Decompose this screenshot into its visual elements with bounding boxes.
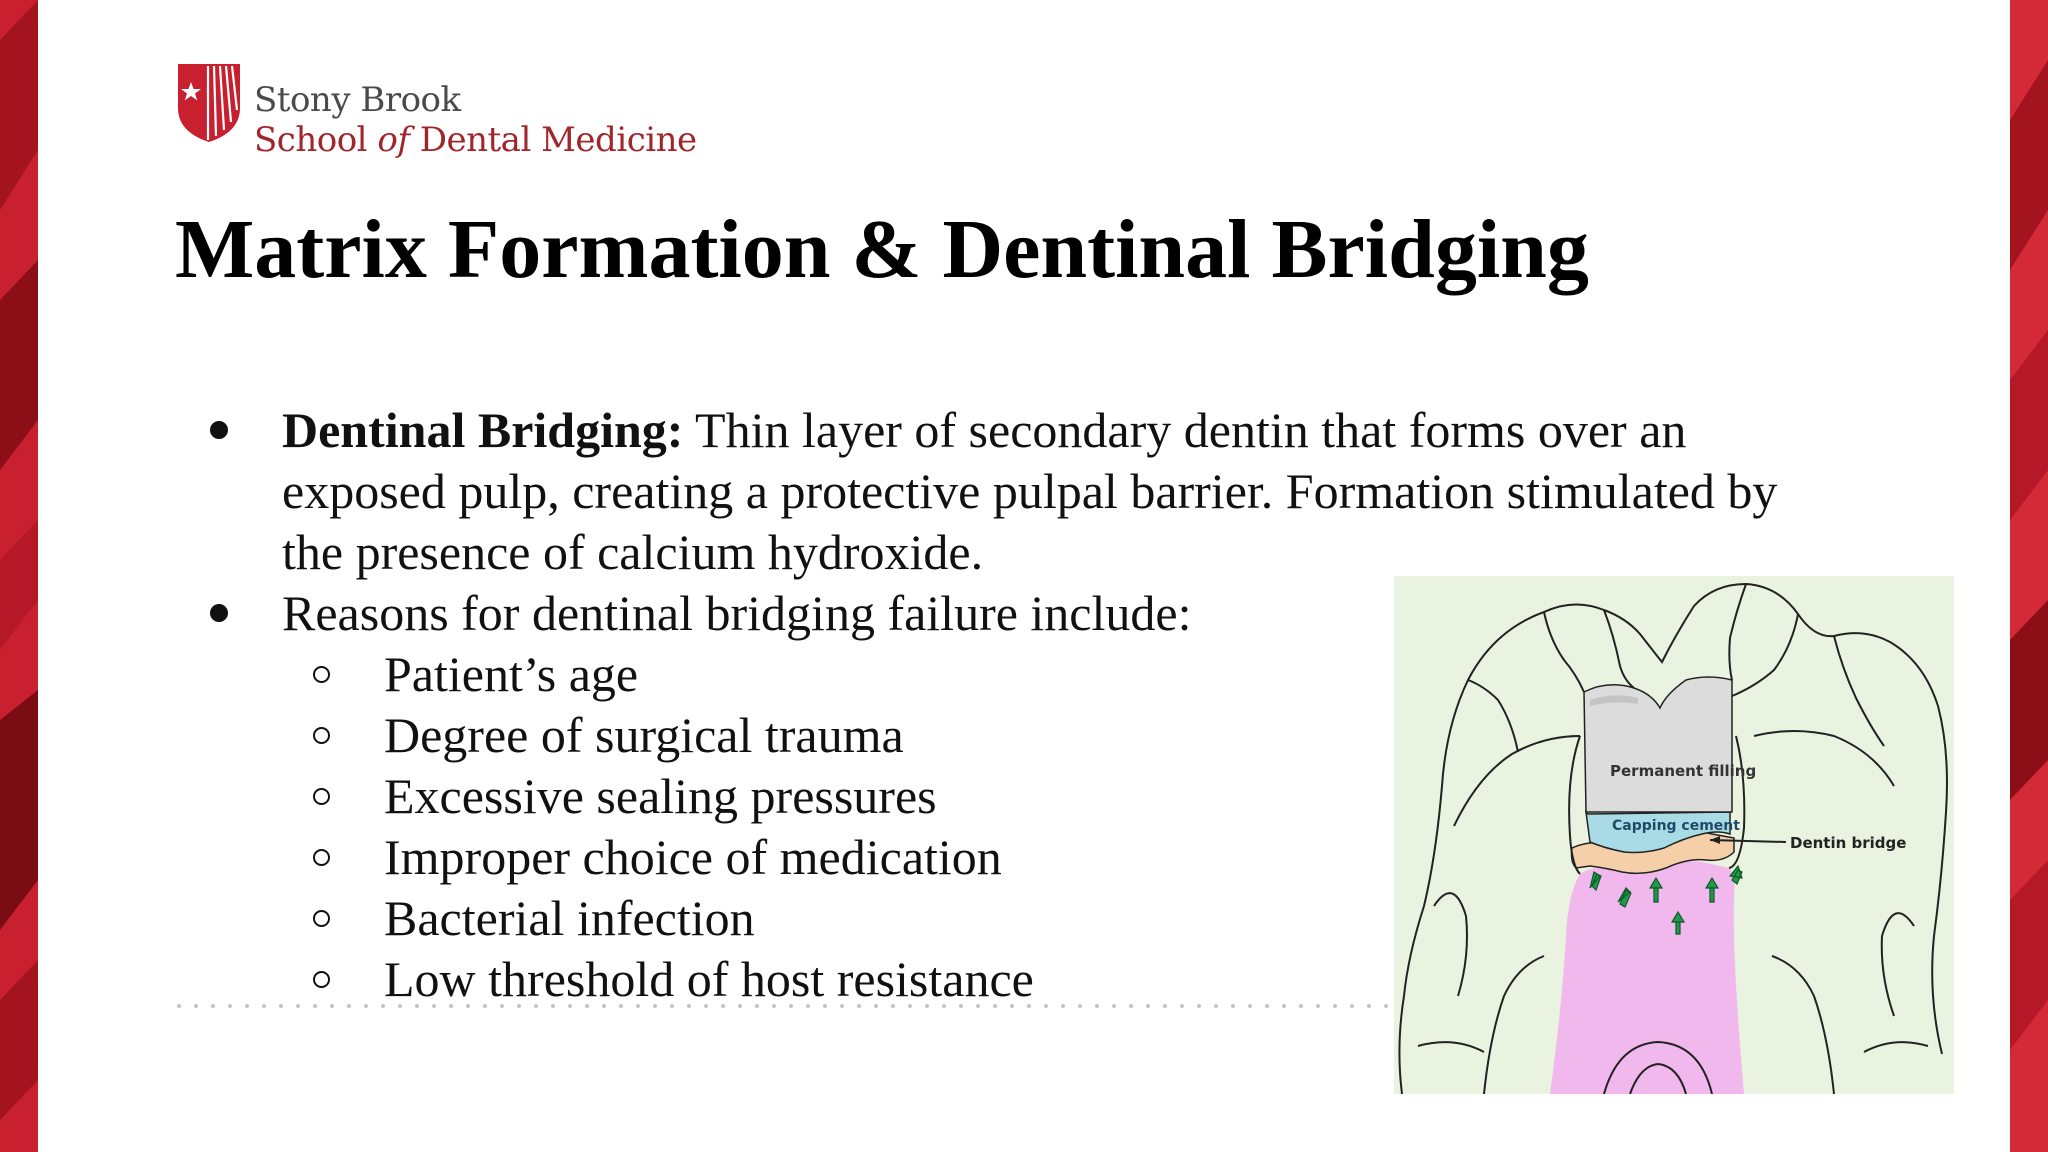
logo-line-school: School of Dental Medicine	[254, 120, 697, 160]
label-dentin-bridge: Dentin bridge	[1790, 834, 1907, 852]
list-item: Degree of surgical trauma	[384, 707, 904, 763]
tooth-diagram	[1394, 576, 1954, 1094]
logo-line-university: Stony Brook	[254, 80, 461, 120]
sub-bullet-marker	[313, 666, 330, 683]
bullet-failure-reasons: Reasons for dentinal bridging failure include:	[282, 585, 1192, 641]
term-label: Dentinal Bridging:	[282, 402, 684, 458]
list-item: Excessive sealing pressures	[384, 768, 937, 824]
sub-bullet-marker	[313, 849, 330, 866]
list-item: Low threshold of host resistance	[384, 951, 1034, 1007]
label-permanent-filling: Permanent filling	[1610, 762, 1757, 780]
dotted-separator	[176, 1003, 1391, 1009]
sub-bullet-marker	[313, 788, 330, 805]
label-capping-cement: Capping cement	[1612, 818, 1740, 834]
sub-bullet-marker	[313, 910, 330, 927]
sub-bullet-marker	[313, 971, 330, 988]
bullet-marker	[210, 421, 228, 439]
list-item: Improper choice of medication	[384, 829, 1002, 885]
bullet-marker	[210, 604, 228, 622]
term-definition: Thin layer of secondary dentin that forms over an exposed pulp, creating a protective pulpal barrier. Formation stimulated by the presence of calcium hydroxide.	[282, 402, 1778, 580]
sub-bullet-marker	[313, 727, 330, 744]
pulp-region	[1550, 861, 1744, 1094]
slide-title: Matrix Formation & Dentinal Bridging	[175, 203, 1589, 296]
bullet-dentinal-bridging	[282, 400, 1842, 583]
list-item: Bacterial infection	[384, 890, 755, 946]
list-item: Patient’s age	[384, 646, 639, 702]
